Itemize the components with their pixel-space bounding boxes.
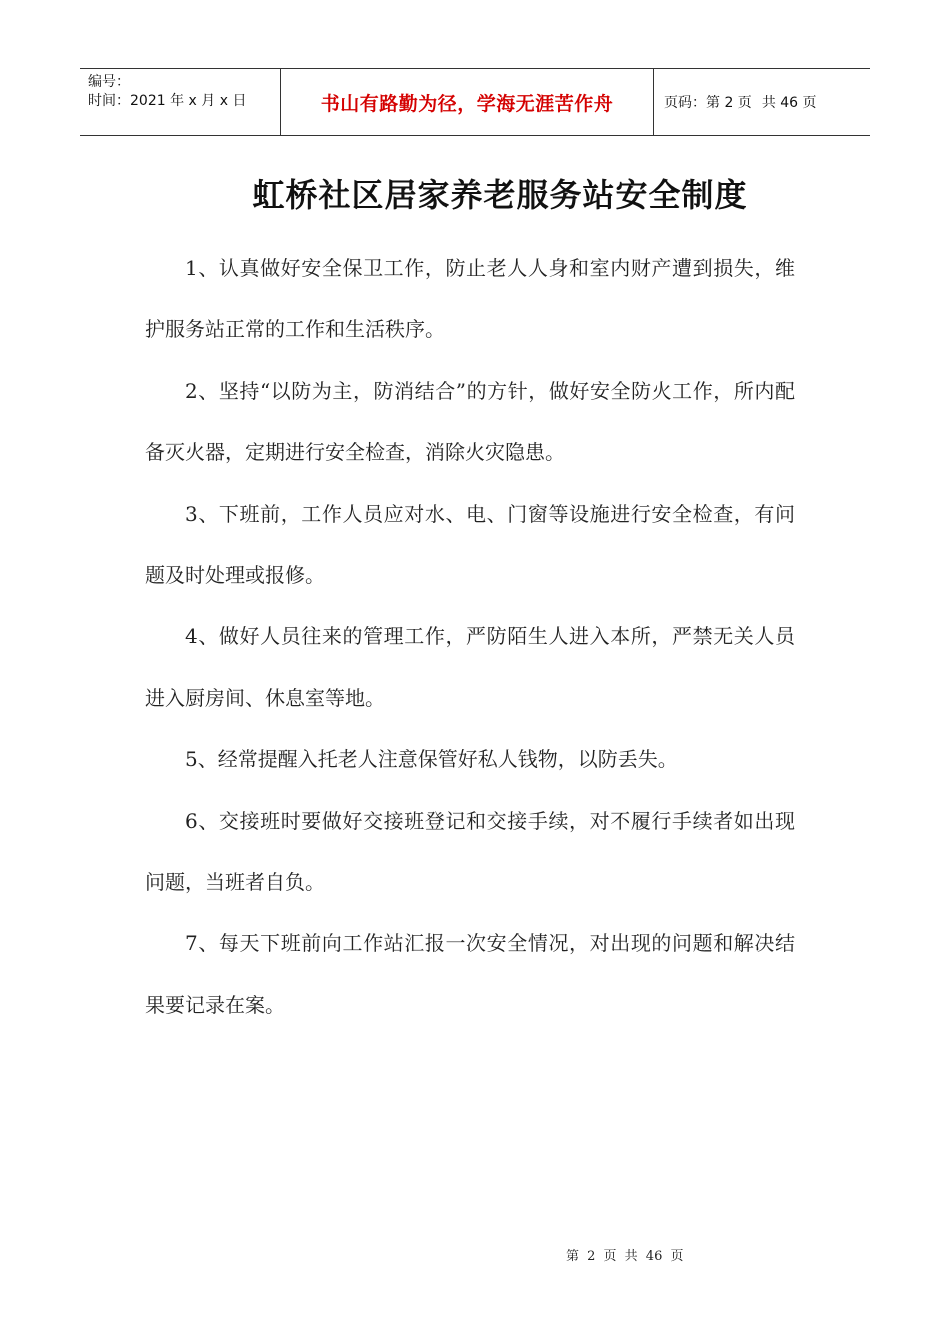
header-meta [80, 69, 281, 135]
rule-paragraph-3: 3、下班前，工作人员应对水、电、门窗等设施进行安全检查，有问题及时处理或报修。 [145, 501, 795, 588]
total-pages-label: 共 46 页 [761, 95, 817, 111]
header-page-info [654, 69, 870, 135]
page-footer: 第 2 页 共 46 页 [566, 1249, 684, 1264]
rule-paragraph-1: 1、认真做好安全保卫工作，防止老人人身和室内财产遭到损失，维护服务站正常的工作和生活秩序。 [145, 256, 795, 342]
rule-paragraph-5: 5、经常提醒入托老人注意保管好私人钱物，以防丢失。 [185, 747, 678, 772]
motto-text: 书山有路勤为径，学海无涯苦作舟 [320, 92, 614, 115]
header-motto-cell [281, 69, 654, 135]
page-header [80, 68, 870, 136]
document-title: 虹桥社区居家养老服务站安全制度 [252, 176, 748, 214]
document-date-label: 时间：2021 年 x 月 x 日 [88, 93, 247, 109]
rule-paragraph-6: 6、交接班时要做好交接班登记和交接手续，对不履行手续者如出现问题，当班者自负。 [145, 808, 795, 895]
rule-paragraph-4: 4、做好人员往来的管理工作，严防陌生人进入本所，严禁无关人员进入厨房间、休息室等地。 [145, 624, 795, 710]
document-body [145, 238, 795, 1036]
rule-paragraph-2: 2、坚持“以防为主，防消结合”的方针，做好安全防火工作，所内配备灭火器，定期进行安全检查，消除火灾隐患。 [145, 378, 795, 465]
page-code-label: 页码：第 2 页 [664, 95, 752, 111]
document-number-label: 编号： [88, 74, 130, 90]
rule-paragraph-7: 7、每天下班前向工作站汇报一次安全情况，对出现的问题和解决结果要记录在案。 [145, 931, 795, 1017]
